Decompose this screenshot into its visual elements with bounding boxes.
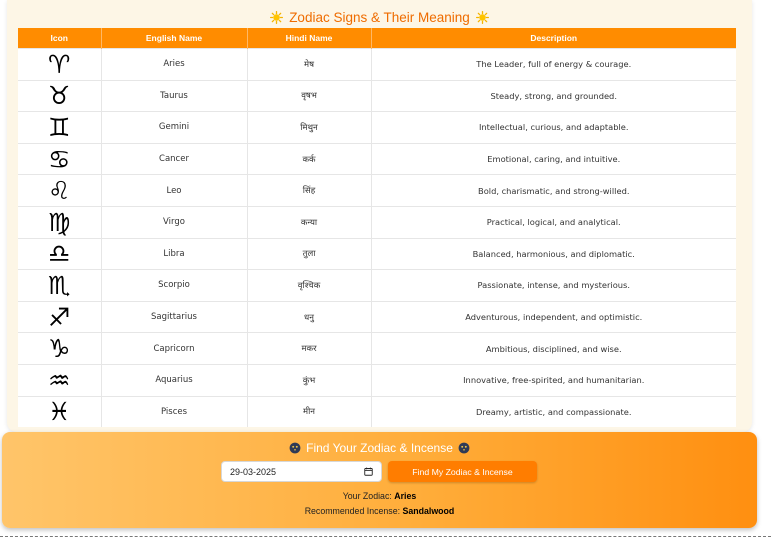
hindi-name-cell: वृषभ — [247, 80, 371, 112]
english-name-cell: Leo — [101, 175, 247, 207]
description-cell: Steady, strong, and grounded. — [371, 80, 736, 112]
hindi-name-cell: सिंह — [247, 175, 371, 207]
english-name-cell: Sagittarius — [101, 301, 247, 333]
hindi-name-cell: कन्या — [247, 206, 371, 238]
page-title-row — [7, 7, 752, 27]
zodiac-result-value: Aries — [394, 491, 417, 501]
english-name-cell: Aquarius — [101, 364, 247, 396]
description-cell: Intellectual, curious, and adaptable. — [371, 112, 736, 144]
pisces-icon: ♓ — [18, 396, 101, 427]
column-header-description: Description — [371, 28, 736, 49]
table-row — [18, 175, 736, 207]
zodiac-finder-panel — [2, 432, 757, 528]
taurus-icon: ♉ — [18, 80, 101, 112]
scorpio-icon: ♏ — [18, 270, 101, 302]
moon-face-icon — [458, 442, 470, 454]
finder-title: Find Your Zodiac & Incense — [306, 441, 453, 455]
english-name-cell: Pisces — [101, 396, 247, 427]
table-row — [18, 206, 736, 238]
table-row — [18, 396, 736, 427]
page-title: Zodiac Signs & Their Meaning — [289, 9, 470, 25]
incense-result-label: Recommended Incense: — [304, 506, 401, 516]
description-cell: Bold, charismatic, and strong-willed. — [371, 175, 736, 207]
english-name-cell: Virgo — [101, 206, 247, 238]
virgo-icon: ♍ — [18, 206, 101, 238]
column-header-icon: Icon — [18, 28, 101, 49]
description-cell: Practical, logical, and analytical. — [371, 206, 736, 238]
birth-date-input[interactable] — [221, 461, 382, 482]
english-name-cell: Aries — [101, 49, 247, 81]
hindi-name-cell: धनु — [247, 301, 371, 333]
calendar-icon[interactable] — [364, 467, 373, 476]
aquarius-icon: ♒ — [18, 364, 101, 396]
table-row — [18, 301, 736, 333]
libra-icon: ♎ — [18, 238, 101, 270]
description-cell: The Leader, full of energy & courage. — [371, 49, 736, 81]
moon-face-icon — [289, 442, 301, 454]
hindi-name-cell: मिथुन — [247, 112, 371, 144]
english-name-cell: Libra — [101, 238, 247, 270]
description-cell: Passionate, intense, and mysterious. — [371, 270, 736, 302]
table-header-row — [18, 28, 736, 49]
table-row — [18, 112, 736, 144]
column-header-hindi-name: Hindi Name — [247, 28, 371, 49]
hindi-name-cell: मीन — [247, 396, 371, 427]
description-cell: Balanced, harmonious, and diplomatic. — [371, 238, 736, 270]
zodiac-result — [2, 491, 757, 501]
table-row — [18, 364, 736, 396]
column-header-english-name: English Name — [101, 28, 247, 49]
sun-icon — [476, 11, 489, 24]
finder-title-row — [2, 441, 757, 455]
english-name-cell: Scorpio — [101, 270, 247, 302]
table-row — [18, 49, 736, 81]
table-row — [18, 143, 736, 175]
sun-icon — [270, 11, 283, 24]
english-name-cell: Capricorn — [101, 333, 247, 365]
zodiac-result-label: Your Zodiac: — [342, 491, 392, 501]
description-cell: Dreamy, artistic, and compassionate. — [371, 396, 736, 427]
zodiac-table — [18, 28, 736, 427]
leo-icon: ♌ — [18, 175, 101, 207]
description-cell: Adventurous, independent, and optimistic. — [371, 301, 736, 333]
table-row — [18, 270, 736, 302]
table-row — [18, 333, 736, 365]
table-row — [18, 80, 736, 112]
gemini-icon: ♊ — [18, 112, 101, 144]
description-cell: Emotional, caring, and intuitive. — [371, 143, 736, 175]
aries-icon: ♈ — [18, 49, 101, 81]
hindi-name-cell: मेष — [247, 49, 371, 81]
cancer-icon: ♋ — [18, 143, 101, 175]
incense-result-value: Sandalwood — [402, 506, 455, 516]
hindi-name-cell: वृश्चिक — [247, 270, 371, 302]
english-name-cell: Gemini — [101, 112, 247, 144]
date-value: 29-03-2025 — [230, 466, 277, 477]
english-name-cell: Taurus — [101, 80, 247, 112]
description-cell: Ambitious, disciplined, and wise. — [371, 333, 736, 365]
zodiac-card — [7, 0, 752, 432]
english-name-cell: Cancer — [101, 143, 247, 175]
hindi-name-cell: कर्क — [247, 143, 371, 175]
page-bottom-divider — [0, 536, 771, 537]
find-zodiac-button[interactable]: Find My Zodiac & Incense — [388, 461, 537, 482]
incense-result — [2, 506, 757, 516]
hindi-name-cell: तुला — [247, 238, 371, 270]
description-cell: Innovative, free-spirited, and humanitarian. — [371, 364, 736, 396]
hindi-name-cell: मकर — [247, 333, 371, 365]
table-row — [18, 238, 736, 270]
hindi-name-cell: कुंभ — [247, 364, 371, 396]
capricorn-icon: ♑ — [18, 333, 101, 365]
sagittarius-icon: ♐ — [18, 301, 101, 333]
